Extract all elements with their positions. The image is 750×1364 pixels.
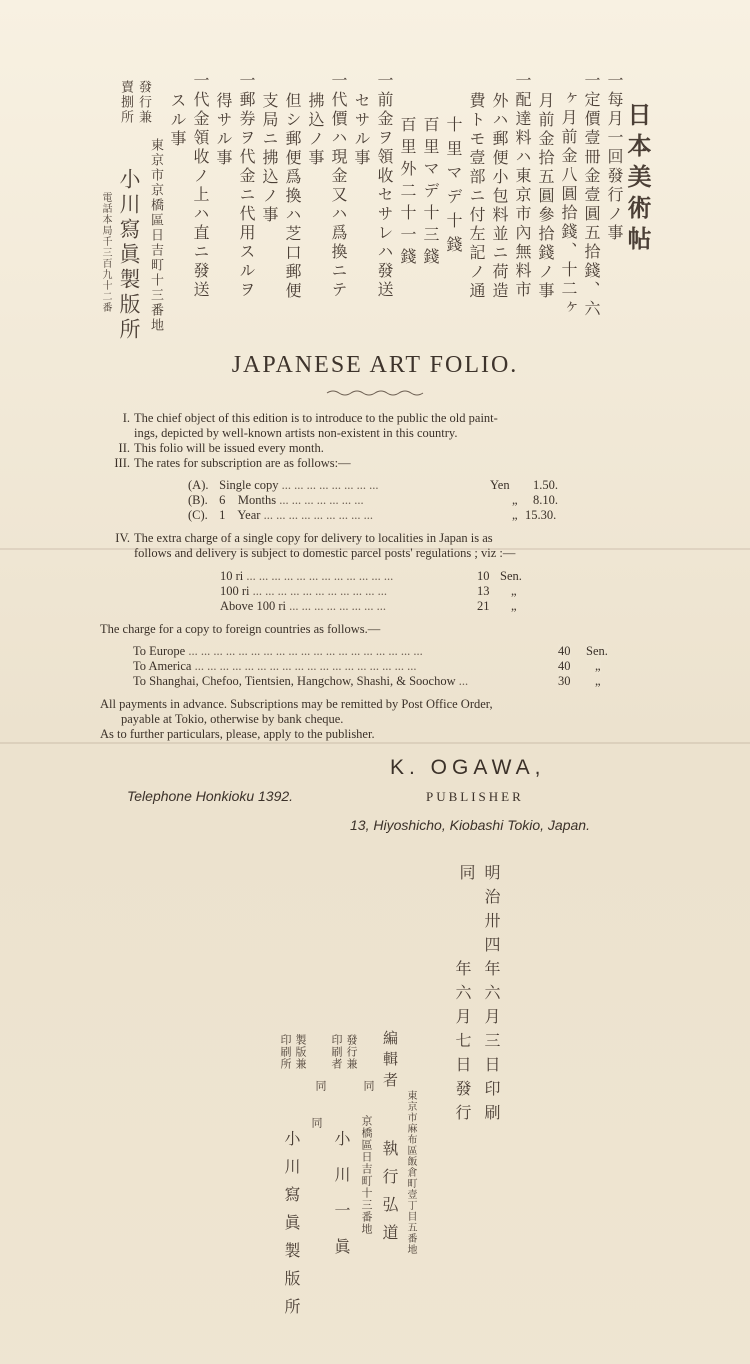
domestic-unit: „ [511,599,517,613]
same-mark: 同 [362,1080,375,1094]
leader-dots: ... ... ... ... ... ... ... ... ... ... ... [252,584,388,598]
rate-row [188,478,568,493]
leader-dots: ... ... ... ... ... ... ... [279,493,364,507]
publisher-phone-jp: 電話本局千三百九十二番 [100,192,111,313]
publisher-label-jp: 發行兼 [136,80,151,125]
domestic-row [220,569,540,584]
rate-label: 1 Year [219,508,261,522]
item-number: III. [114,456,130,470]
item-4-line-2: follows and delivery is subject to domestic parcel posts' regulations ; viz :— [134,546,516,560]
signature: K. OGAWA, [390,756,546,779]
editor-label: 編輯者 [381,1030,399,1093]
title-ornament [325,388,425,398]
editor-name: 執行弘道 [380,1140,399,1252]
foreign-label: To Shanghai, Chefoo, Tientsien, Hangchow, Shashi, & Soochow [133,674,456,688]
domestic-label: 100 ri [220,584,250,598]
domestic-unit: Sen. [500,569,522,583]
english-title: JAPANESE ART FOLIO. [231,352,519,378]
foreign-row [133,659,623,674]
payment-line-2: payable at Tokio, otherwise by bank cheque. [121,712,344,726]
item-4-text: The extra charge of a single copy for delivery to localities in Japan is as [134,531,493,545]
leader-dots: ... ... ... ... ... ... ... ... [289,599,386,613]
item-number: IV. [115,531,130,545]
jp-rule-line: 拂込ノ事 [306,92,325,168]
rate-label: Single copy [219,478,279,492]
jp-rule-line: 費トモ壹部ニ付左記ノ通 [467,92,486,301]
domestic-amount: 13 [477,584,490,598]
rate-label: 6 Months [219,493,277,507]
item-3-line [100,456,351,471]
rate-row [188,493,568,508]
publisher-label: 發行兼 [345,1034,358,1070]
foreign-unit: Sen. [586,644,608,658]
jp-rule-line: 一定價壹冊金壹圓五拾錢、六 [582,72,601,319]
publisher-title: PUBLISHER [426,789,524,804]
foreign-unit: „ [595,674,601,688]
jp-rule-line: 支局ニ拂込ノ事 [260,92,279,225]
jp-rule-line: 外ハ郵便小包料並ニ荷造 [490,92,509,301]
domestic-row [220,599,540,614]
leader-dots: ... ... ... ... ... ... ... ... ... ... ... ... ... ... ... ... ... ... ... [188,644,423,658]
domestic-label: Above 100 ri [220,599,286,613]
jp-rule-line: 得サル事 [214,92,233,168]
foreign-label: To Europe [133,644,186,658]
jp-rule-line: 十里マデ十錢 [444,116,463,260]
japanese-title: 日本美術帖 [623,102,652,257]
publisher-name-jp: 小川寫眞製版所 [117,168,141,343]
item-number: II. [118,441,130,455]
address: 13, Hiyoshicho, Kiobashi Tokio, Japan. [350,817,590,833]
jp-rule-line: 一郵券ヲ代金ニ代用スルヲ [237,72,256,300]
jp-rule-line: ヶ月前金八圓拾錢、十二ヶ [559,90,578,318]
domestic-amount: 21 [477,599,490,613]
jp-rule-line: 一代金領收ノ上ハ直ニ發送 [191,72,210,300]
domestic-amount: 10 [477,569,490,583]
rate-currency: Yen [490,478,510,492]
item-number: I. [122,411,130,425]
rate-row [188,508,568,523]
issue-date: 年六月七日發行 [453,960,472,1128]
payment-line: All payments in advance. Subscriptions may be remitted by Post Office Order, [100,697,493,711]
jp-rule-line: 但シ郵便爲換ハ芝口郵便 [283,92,302,301]
item-4-line [100,531,493,546]
foreign-amount: 30 [558,674,571,688]
rate-currency: „ [512,493,518,507]
item-2-line [100,441,324,456]
same-mark: 同 [310,1117,323,1131]
printer-name: 小川寫眞製版所 [282,1130,301,1326]
foreign-label: To America [133,659,192,673]
rate-currency: „ [512,508,518,522]
foreign-row [133,674,623,689]
jp-rule-line: 一前金ヲ領收セサレハ發送 [375,72,394,300]
jp-rule-line: スル事 [168,92,187,149]
rate-code: (B). [188,493,208,507]
item-3-text: The rates for subscription are as follows:— [134,456,351,470]
printer-label: 印刷所 [279,1034,292,1070]
jp-rule-line: 百里外二十一錢 [398,116,417,270]
jp-rule-line: 月前金拾五圓參拾錢ノ事 [536,92,555,301]
rate-code: (A). [188,478,209,492]
jp-rule-line: 百里マデ十三錢 [421,116,440,270]
publisher-address: 京橋區日吉町十三番地 [360,1115,373,1235]
domestic-label: 10 ri [220,569,244,583]
foreign-amount: 40 [558,644,571,658]
leader-dots: ... [458,674,469,688]
item-1-line [100,411,498,426]
foreign-row [133,644,623,659]
domestic-unit: „ [511,584,517,598]
further-particulars: As to further particulars, please, apply to the publisher. [100,727,375,741]
jp-rule-line: 一每月一回發行ノ事 [605,72,624,243]
foreign-intro: The charge for a copy to foreign countries as follows.— [100,622,381,636]
rate-amount: 8.10. [533,493,558,507]
issue-date-same: 同 [457,864,476,883]
same-mark: 同 [314,1080,327,1094]
leader-dots: ... ... ... ... ... ... ... ... ... ... ... ... [246,569,394,583]
item-1-text: The chief object of this edition is to introduce to the public the old paint- [134,411,498,425]
item-2-text: This folio will be issued every month. [134,441,324,455]
foreign-amount: 40 [558,659,571,673]
leader-dots: ... ... ... ... ... ... ... ... ... [263,508,373,522]
domestic-row [220,584,540,599]
leader-dots: ... ... ... ... ... ... ... ... ... ... ... ... ... ... ... ... ... ... [194,659,417,673]
item-1-line-2: ings, depicted by well-known artists non-existent in this country. [134,426,458,440]
jp-rule-line: 一代價ハ現金又ハ爲換ニテ [329,72,348,300]
printer-label: 製版兼 [294,1034,307,1070]
foreign-unit: „ [595,659,601,673]
publisher-label-jp: 賣捌所 [118,80,133,125]
telephone: Telephone Honkioku 1392. [127,788,294,804]
rate-amount: 15.30. [525,508,557,522]
publisher-name: 小川一眞 [332,1130,351,1274]
editor-address: 東京市麻布區飯倉町壹丁目五番地 [405,1090,416,1255]
rate-code: (C). [188,508,208,522]
print-date: 明治卅四年六月三日印刷 [482,864,501,1128]
jp-rule-line: セサル事 [352,92,371,168]
rate-amount: 1.50. [533,478,558,492]
jp-rule-line: 一配達料ハ東京市內無料市 [513,72,532,300]
publisher-address-jp: 東京市京橋區日吉町十三番地 [148,138,163,333]
leader-dots: ... ... ... ... ... ... ... ... [281,478,379,492]
publisher-label: 印刷者 [330,1034,343,1070]
